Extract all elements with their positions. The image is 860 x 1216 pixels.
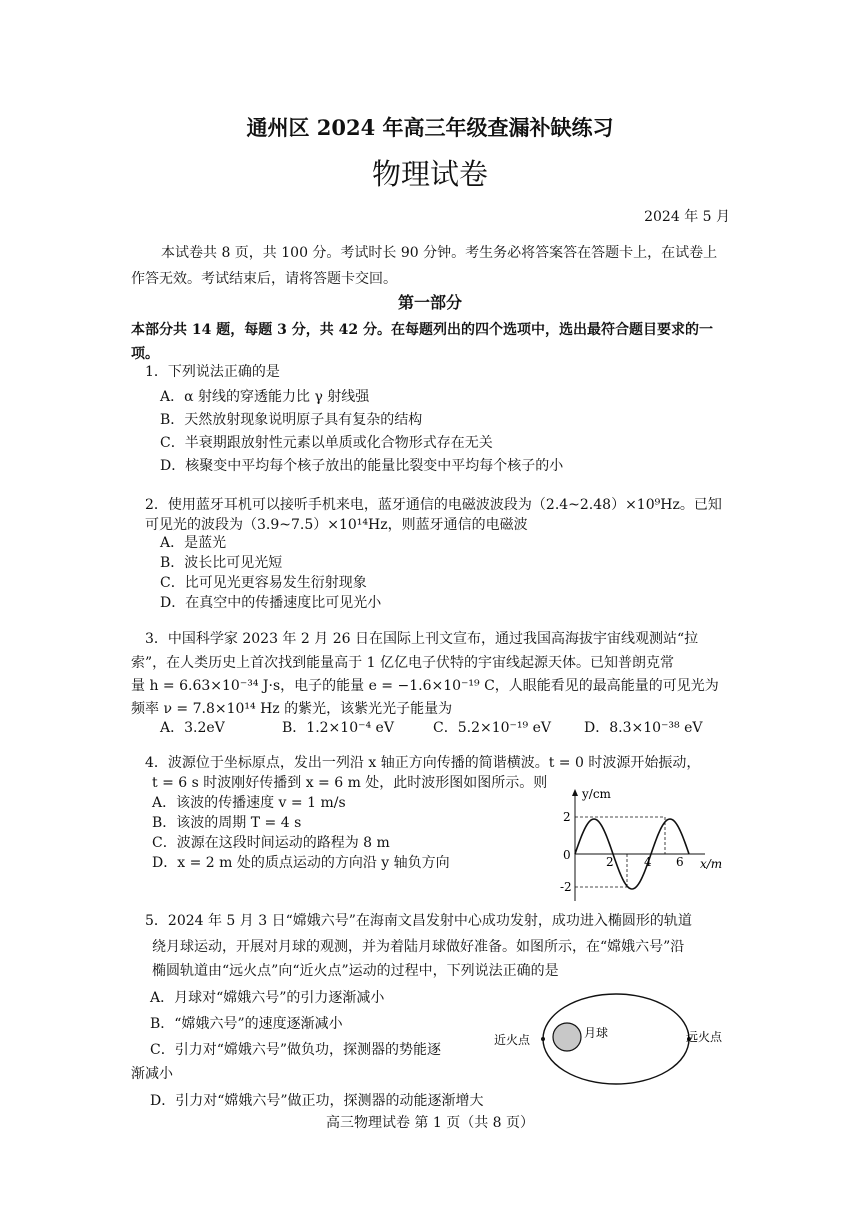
graph-xtick-2: 2 bbox=[606, 855, 614, 869]
graph-ytick-neg: -2 bbox=[560, 880, 572, 894]
q3-option-d: D．8.3×10⁻³⁸ eV bbox=[584, 720, 703, 736]
q4-line2: t = 6 s 时波刚好传播到 x = 6 m 处，此时波形图如图所示。则 bbox=[152, 775, 548, 791]
q3-option-c: C．5.2×10⁻¹⁹ eV bbox=[433, 720, 551, 736]
q5-line2: 绕月球运动，开展对月球的观测，并为着陆月球做好准备。如图所示，在“嫦娥六号”沿 bbox=[152, 939, 685, 955]
graph-ytick-pos: 2 bbox=[563, 810, 571, 824]
graph-xtick-4: 4 bbox=[644, 855, 652, 869]
q4-wave-graph bbox=[560, 786, 730, 906]
q2-option-d: D．在真空中的传播速度比可见光小 bbox=[160, 595, 382, 611]
q2-line1: 2．使用蓝牙耳机可以接听手机来电，蓝牙通信的电磁波波段为（2.4~2.48）×10⁹Hz。已知 bbox=[145, 497, 722, 513]
q5-orbit-diagram bbox=[486, 992, 734, 1088]
q4-option-c: C．波源在这段时间运动的路程为 8 m bbox=[152, 835, 390, 851]
q5-option-c-line1: C．引力对“嫦娥六号”做负功，探测器的势能逐 bbox=[150, 1042, 442, 1058]
q5-option-c-line2: 渐减小 bbox=[131, 1066, 173, 1082]
page-footer: 高三物理试卷 第 1 页（共 8 页） bbox=[325, 1115, 535, 1131]
exam-title: 通州区 2024 年高三年级查漏补缺练习 bbox=[246, 115, 614, 140]
graph-ylabel: y/cm bbox=[582, 787, 611, 801]
q3-line1: 3．中国科学家 2023 年 2 月 26 日在国际上刊文宣布，通过我国高海拔宇宙线观测站“拉 bbox=[145, 631, 699, 647]
q3-line2: 索”，在人类历史上首次找到能量高于 1 亿亿电子伏特的宇宙线起源天体。已知普朗克常 bbox=[131, 655, 674, 671]
section-title: 第一部分 bbox=[397, 293, 462, 312]
q2-option-c: C．比可见光更容易发生衍射现象 bbox=[160, 575, 367, 591]
q4-line1: 4．波源位于坐标原点，发出一列沿 x 轴正方向传播的简谐横波。t = 0 时波源开始振动， bbox=[145, 755, 701, 771]
perigee-dot bbox=[541, 1037, 545, 1041]
q5-option-b: B．“嫦娥六号”的速度逐渐减小 bbox=[150, 1016, 343, 1032]
far-point-label: 远火点 bbox=[686, 1030, 723, 1044]
q3-line4: 频率 ν = 7.8×10¹⁴ Hz 的紫光，该紫光光子能量为 bbox=[131, 701, 453, 717]
graph-origin: 0 bbox=[563, 848, 571, 862]
q5-option-d: D．引力对“嫦娥六号”做正功，探测器的动能逐渐增大 bbox=[150, 1093, 484, 1109]
q5-line3: 椭圆轨道由“远火点”向“近火点”运动的过程中，下列说法正确的是 bbox=[152, 963, 559, 979]
q5-line1: 5．2024 年 5 月 3 日“嫦娥六号”在海南文昌发射中心成功发射，成功进入椭圆形的轨道 bbox=[145, 913, 692, 929]
q1-option-d: D．核聚变中平均每个核子放出的能量比裂变中平均每个核子的小 bbox=[160, 458, 564, 474]
q1-option-c: C．半衰期跟放射性元素以单质或化合物形式存在无关 bbox=[160, 435, 493, 451]
q4-option-b: B．该波的周期 T = 4 s bbox=[152, 815, 302, 831]
section-description: 本部分共 14 题，每题 3 分，共 42 分。在每题列出的四个选项中，选出最符合题目要求的一项。 bbox=[131, 322, 713, 362]
q5-option-a: A．月球对“嫦娥六号”的引力逐渐减小 bbox=[150, 990, 385, 1006]
exam-subtitle: 物理试卷 bbox=[371, 157, 488, 191]
q4-option-d: D．x = 2 m 处的质点运动的方向沿 y 轴负方向 bbox=[152, 855, 450, 871]
q4-option-a: A．该波的传播速度 v = 1 m/s bbox=[152, 795, 346, 811]
graph-xlabel: x/m bbox=[700, 857, 723, 871]
q1-option-b: B．天然放射现象说明原子具有复杂的结构 bbox=[160, 412, 423, 428]
near-point-label: 近火点 bbox=[494, 1033, 531, 1047]
q2-option-b: B．波长比可见光短 bbox=[160, 555, 283, 571]
exam-instructions: 本试卷共 8 页，共 100 分。考试时长 90 分钟。考生务必将答案答在答题卡上，在试卷上作答无效。考试结束后，请将答题卡交回。 bbox=[131, 245, 718, 287]
q1-stem: 1．下列说法正确的是 bbox=[145, 364, 280, 380]
graph-xtick-6: 6 bbox=[676, 855, 684, 869]
q1-option-a: A．α 射线的穿透能力比 γ 射线强 bbox=[160, 389, 370, 405]
q2-line2: 可见光的波段为（3.9~7.5）×10¹⁴Hz，则蓝牙通信的电磁波 bbox=[145, 517, 528, 533]
y-axis-arrow bbox=[572, 789, 578, 796]
q3-option-b: B．1.2×10⁻⁴ eV bbox=[282, 720, 394, 736]
exam-date: 2024 年 5 月 bbox=[644, 209, 730, 225]
q3-option-a: A．3.2eV bbox=[160, 720, 225, 736]
moon-label: 月球 bbox=[584, 1026, 609, 1040]
q3-line3: 量 h = 6.63×10⁻³⁴ J·s，电子的能量 e = −1.6×10⁻¹⁹ C，人眼能看见的最高能量的可见光为 bbox=[131, 678, 719, 694]
moon-icon bbox=[553, 1023, 581, 1051]
q2-option-a: A．是蓝光 bbox=[160, 535, 227, 551]
